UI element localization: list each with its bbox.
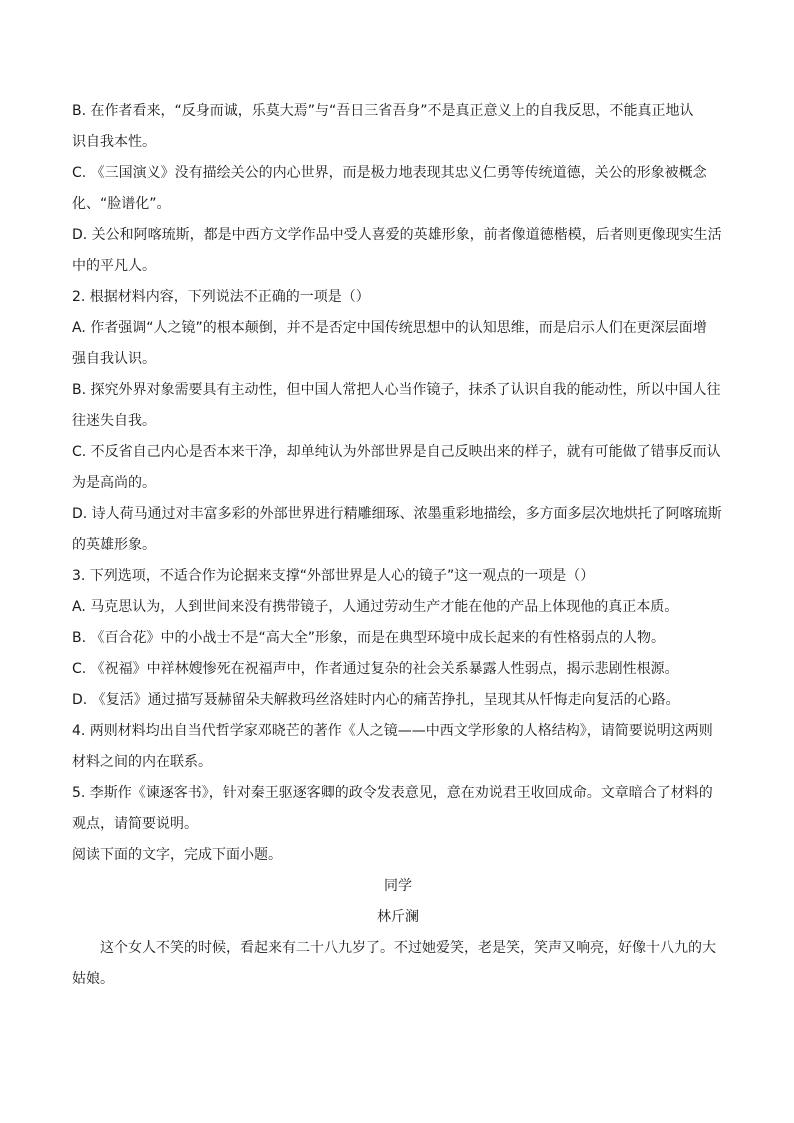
text-line-q3b: B. 《百合花》中的小战士不是“高大全”形象，而是在典型环境中成长起来的有性格弱点的人物。 [72,630,666,646]
text-line-q1d-1: D. 关公和阿喀琉斯，都是中西方文学作品中受人喜爱的英雄形象，前者像道德楷模，后者则更像现实生活 [72,227,722,243]
text-line-q2a-1: A. 作者强调“人之镜”的根本颠倒，并不是否定中国传统思想中的认知思维，而是启示人们在更深层面增 [72,320,707,336]
text-line-q1b-1: B. 在作者看来，“反身而诚，乐莫大焉”与“吾日三省吾身”不是真正意义上的自我反思，不能真正地认 [72,103,694,119]
question-lines [72,96,724,871]
article-body-line: 这个女人不笑的时候，看起来有二十八九岁了。不过她爱笑，老是笑，笑声又响亮，好像十八九的大 [100,940,716,956]
article-title: 同学 [384,878,412,894]
text-line-q3a: A. 马克思认为，人到世间来没有携带镜子，人通过劳动生产才能在他的产品上体现他的真正本质。 [72,599,679,615]
text-line-q1b-2: 识自我本性。 [72,134,156,150]
text-line-q2d-1: D. 诗人荷马通过对丰富多彩的外部世界进行精雕细琢、浓墨重彩地描绘，多方面多层次地烘托了阿喀琉斯 [72,506,722,522]
text-line-q2b-2: 往迷失自我。 [72,413,156,429]
text-line-q3: 3. 下列选项，不适合作为论据来支撑“外部世界是人心的镜子”这一观点的一项是（） [72,568,595,584]
text-line-q2b-1: B. 探究外界对象需要具有主动性，但中国人常把人心当作镜子，抹杀了认识自我的能动性，所以中国人往 [72,382,721,398]
article-body-line: 姑娘。 [72,971,114,987]
text-line-q1d-2: 中的平凡人。 [72,258,156,274]
text-line-q5-2: 观点，请简要说明。 [72,816,198,832]
text-line-q1c-1: C. 《三国演义》没有描绘关公的内心世界，而是极力地表现其忠义仁勇等传统道德，关公的形象被概念 [72,165,707,181]
text-line-q2c-1: C. 不反省自己内心是否本来干净，却单纯认为外部世界是自己反映出来的样子，就有可能做了错事反而认 [72,444,721,460]
text-line-q5-1: 5. 李斯作《谏逐客书》，针对秦王驱逐客卿的政令发表意见，意在劝说君王收回成命。文章暗合了材料的 [72,785,713,801]
text-line-q3d: D. 《复活》通过描写聂赫留朵夫解救玛丝洛娃时内心的痛苦挣扎，呈现其从忏悔走向复活的心路。 [72,692,680,708]
document-page [72,96,724,995]
text-line-instruction: 阅读下面的文字，完成下面小题。 [72,847,282,863]
article-author: 林斤澜 [377,909,419,925]
text-line-q4-2: 材料之间的内在联系。 [72,754,212,770]
text-line-q4-1: 4. 两则材料均出自当代哲学家邓晓芒的著作《人之镜——中西文学形象的人格结构》，请简要说明这两则 [72,723,713,739]
text-line-q2a-2: 强自我认识。 [72,351,156,367]
text-line-q2c-2: 为是高尚的。 [72,475,156,491]
text-line-q2d-2: 的英雄形象。 [72,537,156,553]
text-line-q2: 2. 根据材料内容，下列说法不正确的一项是（） [72,289,370,305]
text-line-q1c-2: 化、“脸谱化”。 [72,196,171,212]
text-line-q3c: C. 《祝福》中祥林嫂惨死在祝福声中，作者通过复杂的社会关系暴露人性弱点，揭示悲剧性根源。 [72,661,679,677]
